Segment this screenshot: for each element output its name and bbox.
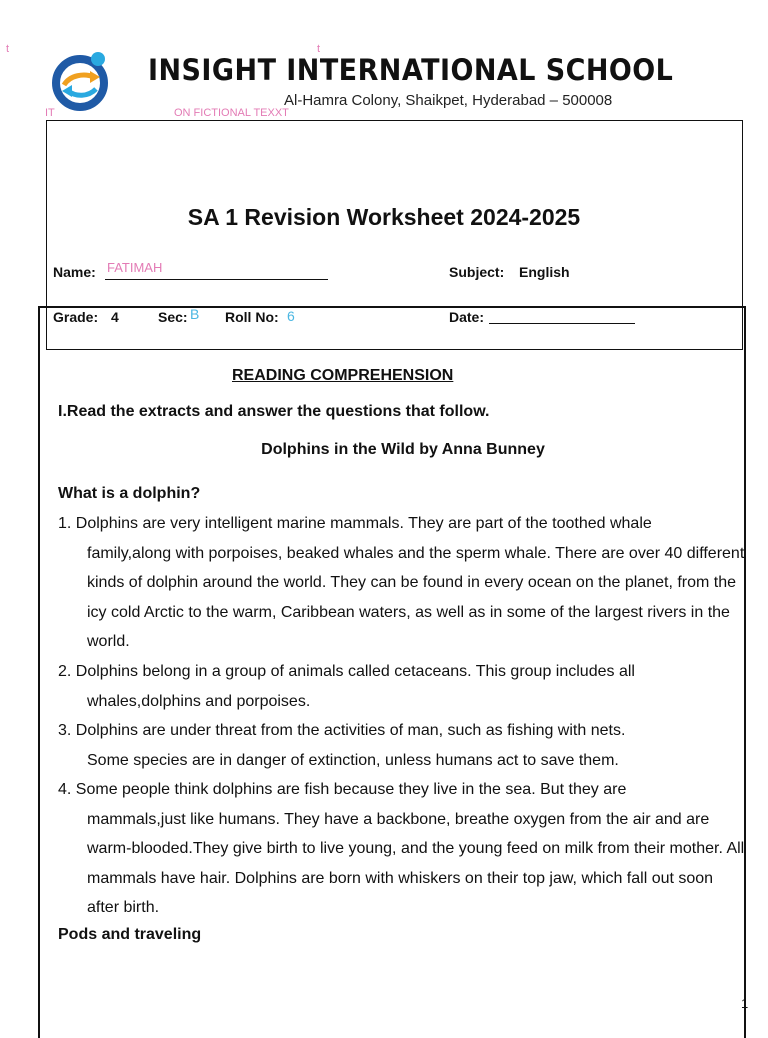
worksheet-title: SA 1 Revision Worksheet 2024-2025 [187,204,581,230]
section-value[interactable]: B [190,306,200,322]
name-label: Name: [53,264,96,280]
roll-number-value[interactable]: 6 [287,308,295,324]
stray-mark-t: t [317,43,321,55]
paragraph-1-first-line: 1. Dolphins are very intelligent marine mammals. They are part of the toothed whale [58,515,652,532]
page-number: 1 [741,996,749,1011]
name-line [105,279,328,280]
date-label: Date: [449,309,485,325]
paragraph-4-first-line: 4. Some people think dolphins are fish because they live in the sea. But they are [58,781,627,798]
roll-number-label: Roll No: [225,309,279,325]
stray-mark-t: t [6,43,10,55]
instruction-text: I.Read the extracts and answer the questions that follow. [58,403,490,420]
paragraph-2-first-line: 2. Dolphins belong in a group of animals called cetaceans. This group includes all [58,663,635,680]
school-name: INSIGHT INTERNATIONAL SCHOOL [148,53,674,87]
school-logo-icon [50,47,116,113]
paragraph-1 [58,509,748,657]
paragraph-4-continuation: mammals,just like humans. They have a backbone, breathe oxygen from the air and are warm-blooded.They give birth to live young, and the young feed on milk from their mother. All mammals have hair. Dolphins are born with whiskers on their top jaw, which fall out soon after birth. [87,810,745,917]
paragraph-4 [58,775,748,923]
grade-label: Grade: [53,309,99,325]
subject-value: English [519,264,570,280]
subheading-what-is-a-dolphin: What is a dolphin? [58,485,201,502]
section-heading: READING COMPREHENSION [232,367,454,384]
date-line[interactable] [489,323,635,324]
grade-value: 4 [111,309,119,325]
paragraph-2-continuation: whales,dolphins and porpoises. [87,692,311,710]
paragraph-3-first-line: 3. Dolphins are under threat from the activities of man, such as fishing with nets. [58,722,626,739]
paragraph-2 [58,657,748,716]
subject-label: Subject: [449,264,505,280]
passage-title: Dolphins in the Wild by Anna Bunney [261,441,545,458]
subheading-pods-and-traveling: Pods and traveling [58,926,202,943]
school-address: Al-Hamra Colony, Shaikpet, Hyderabad – 500008 [284,92,613,109]
stray-mark-it: IT [45,107,55,119]
paragraph-3 [58,716,748,775]
paragraph-3-continuation: Some species are in danger of extinction, unless humans act to save them. [87,751,619,769]
stray-mark-fiction: ON FICTIONAL TEXXT [174,107,289,119]
paragraph-1-continuation: family,along with porpoises, beaked whales and the sperm whale. There are over 40 different kinds of dolphin around the world. They can be found in every ocean on the planet, from the icy cold Arctic to the warm, Caribbean waters, as well as in some of the largest rivers in the world. [87,544,745,651]
name-value[interactable]: FATIMAH [107,260,163,275]
section-label: Sec: [158,309,188,325]
